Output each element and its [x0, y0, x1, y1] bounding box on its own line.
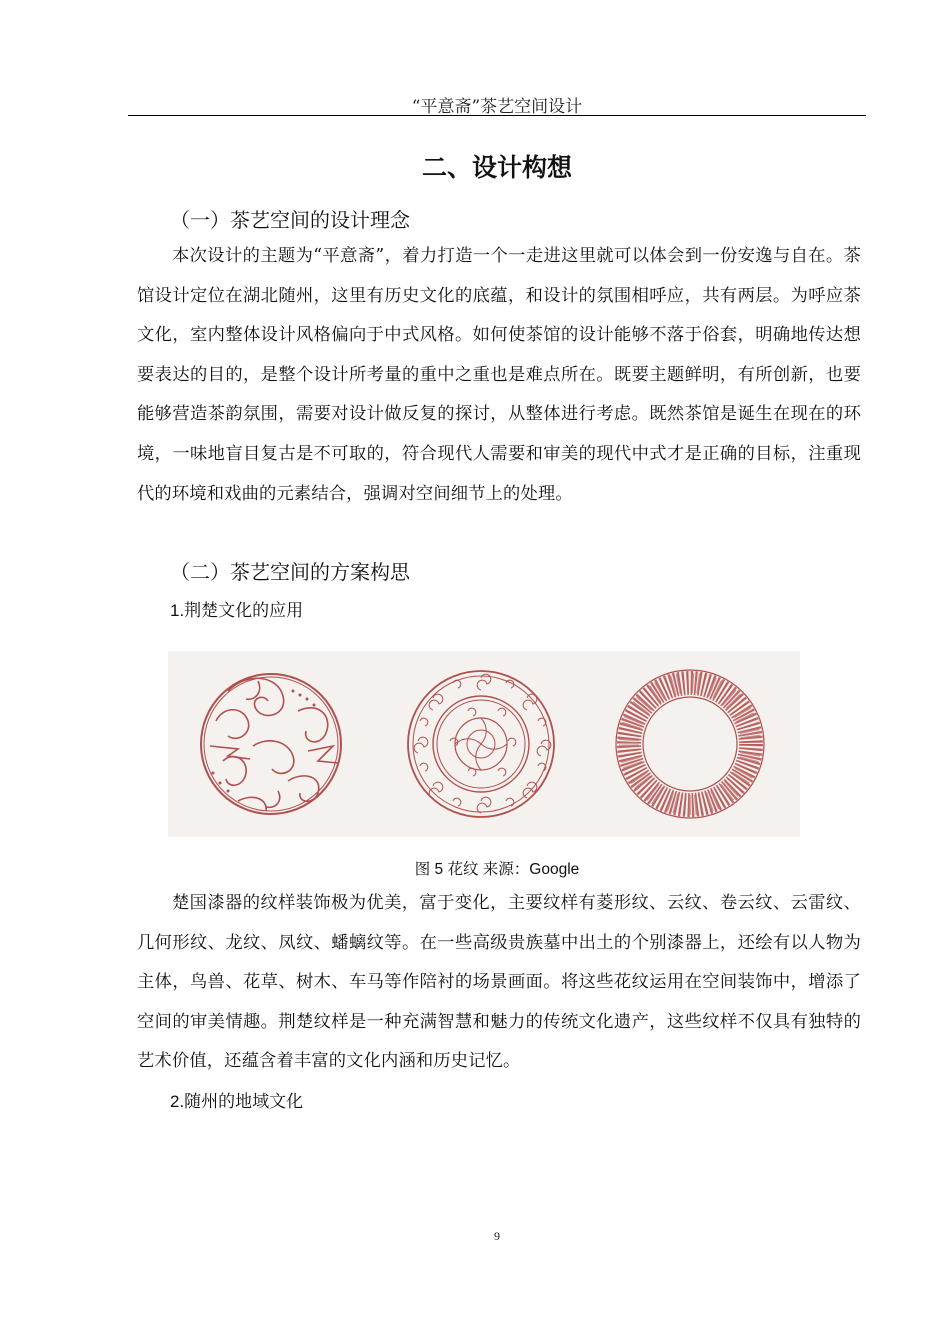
- subheading-jingchu-culture: 1.荆楚文化的应用: [170, 601, 304, 620]
- subheading-suizhou-culture: 2.随州的地域文化: [170, 1092, 304, 1111]
- section-heading-design-concept: （一）茶艺空间的设计理念: [170, 208, 410, 232]
- figure-patterns-image: [168, 651, 800, 837]
- ring-pattern-medallion: [616, 670, 764, 818]
- running-header: “平意斋”茶艺空间设计: [411, 97, 583, 117]
- paragraph-design-concept: 本次设计的主题为“平意斋”，着力打造一个一走进这里就可以体会到一份安逸与自在。茶馆设计定位在湖北随州，这里有历史文化的底蕴，和设计的氛围相呼应，共有两层。为呼应茶文化，室内整体设计风格偏向于中式风格。如何使茶馆的设计能够不落于俗套，明确地传达想要表达的目的，是整个设计所考量的重中之重也是难点所在。既要主题鲜明，有所创新，也要能够营造茶韵氛围，需要对设计做反复的探讨，从整体进行考虑。既然茶馆是诞生在现在的环境，一味地盲目复古是不可取的，符合现代人需要和审美的现代中式才是正确的目标，注重现代的环境和戏曲的元素结合，强调对空间细节上的处理。: [137, 246, 861, 504]
- chapter-title: 二、设计构想: [421, 153, 572, 182]
- phoenix-pattern-medallion: [201, 674, 341, 814]
- figure-caption: 图 5 花纹 来源：Google: [414, 861, 580, 878]
- paragraph-lacquer-patterns: 楚国漆器的纹样装饰极为优美，富于变化，主要纹样有菱形纹、云纹、卷云纹、云雷纹、几何形纹、龙纹、凤纹、蟠螭纹等。在一些高级贵族墓中出土的个别漆器上，还绘有以人物为主体，鸟兽、花草、树木、车马等作陪衬的场景画面。将这些花纹运用在空间装饰中，增添了空间的审美情趣。荆楚纹样是一种充满智慧和魅力的传统文化遗产，这些纹样不仅具有独特的艺术价值，还蕴含着丰富的文化内涵和历史记忆。: [137, 893, 861, 1072]
- section-heading-scheme: （二）茶艺空间的方案构思: [170, 560, 410, 584]
- header-rule: [128, 115, 866, 116]
- page-number: 9: [494, 1229, 500, 1243]
